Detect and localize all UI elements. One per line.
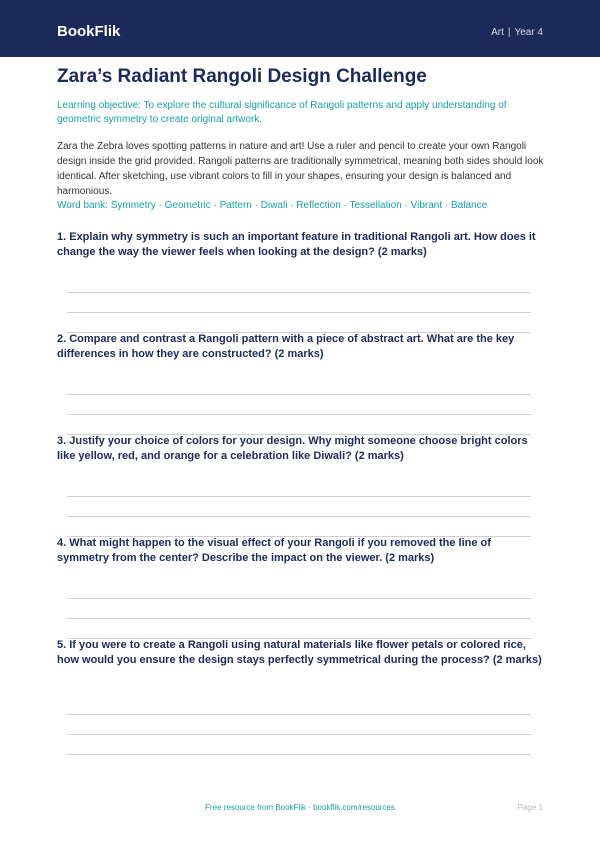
answer-line[interactable] bbox=[67, 734, 531, 735]
answer-line[interactable] bbox=[67, 414, 531, 415]
answer-line[interactable] bbox=[67, 618, 531, 619]
answer-line[interactable] bbox=[67, 292, 531, 293]
page-title: Zara’s Radiant Rangoli Design Challenge bbox=[57, 66, 427, 87]
meta-separator: | bbox=[507, 27, 511, 38]
subject-label: Art bbox=[491, 27, 504, 38]
intro-paragraph: Zara the Zebra loves spotting patterns in nature and art! Use a ruler and pencil to create your own Rangoli design inside the grid provided. Rangoli patterns are traditionally symmetrical, meaning both sides should look identical. After sketching, use vibrant colors to fill in your shapes, ensuring your design is balanced and harmonious. bbox=[57, 141, 544, 197]
footer-resource-link[interactable]: Free resource from BookFlik · bookflik.com/resources bbox=[205, 803, 395, 812]
question-1: 1. Explain why symmetry is such an important feature in traditional Rangoli art. How does it change the way the viewer feels when looking at the design? (2 marks) bbox=[57, 231, 536, 258]
question-3: 3. Justify your choice of colors for your design. Why might someone choose bright colors like yellow, red, and orange for a celebration like Diwali? (2 marks) bbox=[57, 435, 528, 462]
answer-line[interactable] bbox=[67, 714, 531, 715]
answer-line[interactable] bbox=[67, 496, 531, 497]
answer-line[interactable] bbox=[67, 394, 531, 395]
answer-line[interactable] bbox=[67, 754, 531, 755]
question-4: 4. What might happen to the visual effect of your Rangoli if you removed the line of symmetry from the center? Describe the impact on the viewer. (2 marks) bbox=[57, 537, 491, 564]
grade-label: Year 4 bbox=[514, 27, 543, 38]
word-bank: Word bank: Symmetry · Geometric · Pattern · Diwali · Reflection · Tessellation · Vibrant · Balance bbox=[57, 200, 488, 211]
answer-line[interactable] bbox=[67, 516, 531, 517]
answer-line[interactable] bbox=[67, 598, 531, 599]
question-2: 2. Compare and contrast a Rangoli pattern with a piece of abstract art. What are the key differences in how they are constructed? (2 marks) bbox=[57, 333, 515, 360]
subject-grade bbox=[491, 26, 543, 40]
learning-objective: Learning objective: To explore the cultural significance of Rangoli patterns and apply understanding of geometric symmetry to create original artwork. bbox=[57, 100, 507, 125]
answer-line[interactable] bbox=[67, 312, 531, 313]
header-bar bbox=[0, 0, 600, 57]
page-number: Page 1 bbox=[517, 803, 543, 812]
question-5: 5. If you were to create a Rangoli using natural materials like flower petals or colored rice, how would you ensure the design stays perfectly symmetrical during the process? (2 marks) bbox=[57, 639, 542, 666]
brand-logo[interactable]: BookFlik bbox=[57, 23, 121, 40]
